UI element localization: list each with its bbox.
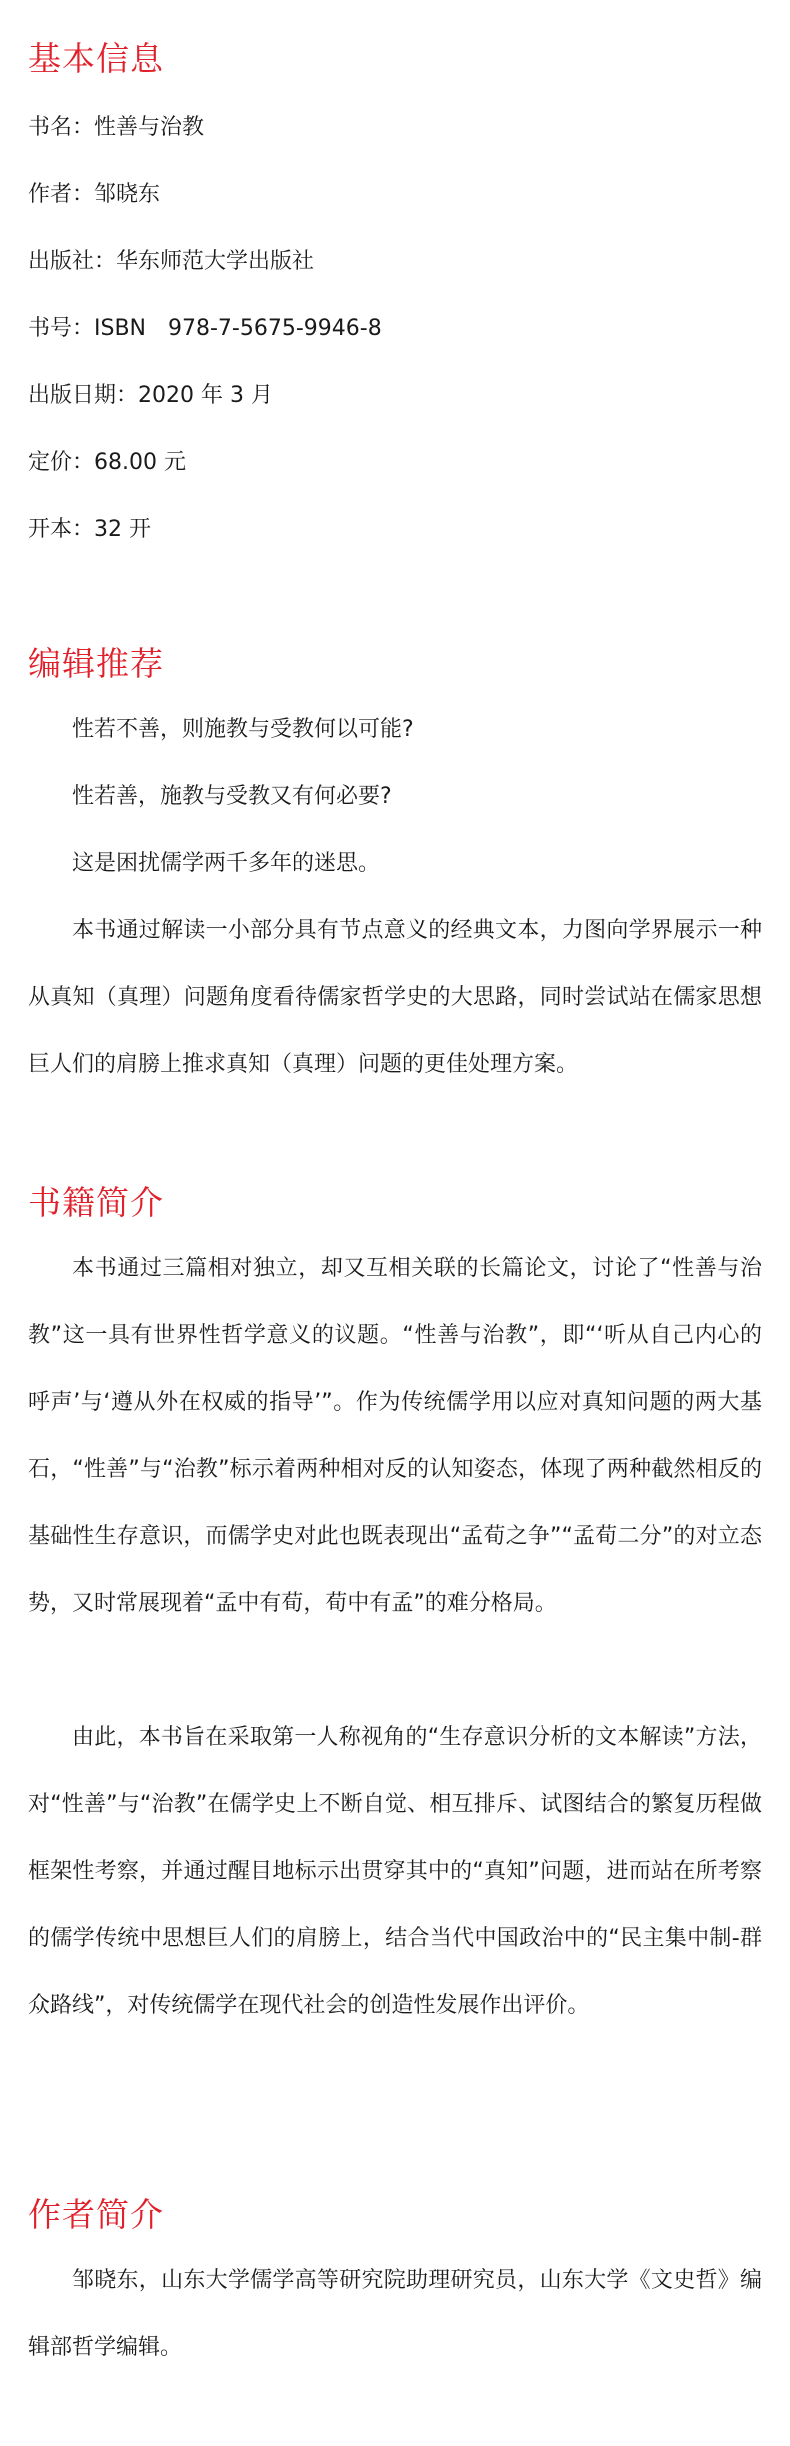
pub-date-line: 出版日期：2020 年 3 月 xyxy=(28,383,273,408)
editor-recommendation-paragraph: 这是困扰儒学两千多年的迷思。 xyxy=(72,851,381,876)
publisher-line: 出版社：华东师范大学出版社 xyxy=(28,249,315,274)
editor-recommendation-paragraph: 本书通过解读一小部分具有节点意义的经典文本，力图向学界展示一种从真知（真理）问题角度看待儒家哲学史的大思路，同时尝试站在儒家思想巨人们的肩膀上推求真知（真理）问题的更佳处理方案。 xyxy=(28,918,762,1077)
author-line: 作者：邹晓东 xyxy=(28,182,161,207)
book-name-line: 书名：性善与治教 xyxy=(28,115,205,140)
book-intro-heading: 书籍简介 xyxy=(28,1183,164,1222)
price-line: 定价：68.00 元 xyxy=(28,450,186,475)
basic-info-heading: 基本信息 xyxy=(28,39,164,78)
book-intro-paragraph: 本书通过三篇相对独立，却又互相关联的长篇论文，讨论了“性善与治教”这一具有世界性哲学意义的议题。“性善与治教”，即“‘听从自己内心的呼声’与‘遵从外在权威的指导’”。作为传统儒学用以应对真知问题的两大基石，“性善”与“治教”标示着两种相对反的认知姿态，体现了两种截然相反的基础性生存意识，而儒学史对此也既表现出“孟荀之争”“孟荀二分”的对立态势，又时常展现着“孟中有荀，荀中有孟”的难分格局。 xyxy=(28,1256,762,1616)
format-line: 开本：32 开 xyxy=(28,517,151,542)
editor-recommendation-heading: 编辑推荐 xyxy=(28,644,164,683)
author-intro-paragraph: 邹晓东，山东大学儒学高等研究院助理研究员，山东大学《文史哲》编辑部哲学编辑。 xyxy=(28,2268,762,2360)
author-intro-heading: 作者简介 xyxy=(28,2195,164,2234)
book-intro-paragraph: 由此，本书旨在采取第一人称视角的“生存意识分析的文本解读”方法，对“性善”与“治教”在儒学史上不断自觉、相互排斥、试图结合的繁复历程做框架性考察，并通过醒目地标示出贯穿其中的“真知”问题，进而站在所考察的儒学传统中思想巨人们的肩膀上，结合当代中国政治中的“民主集中制-群众路线”，对传统儒学在现代社会的创造性发展作出评价。 xyxy=(28,1725,762,2018)
isbn-line: 书号：ISBN 978-7-5675-9946-8 xyxy=(28,316,382,341)
editor-recommendation-paragraph: 性若不善，则施教与受教何以可能? xyxy=(72,717,414,742)
editor-recommendation-paragraph: 性若善，施教与受教又有何必要? xyxy=(72,784,392,809)
